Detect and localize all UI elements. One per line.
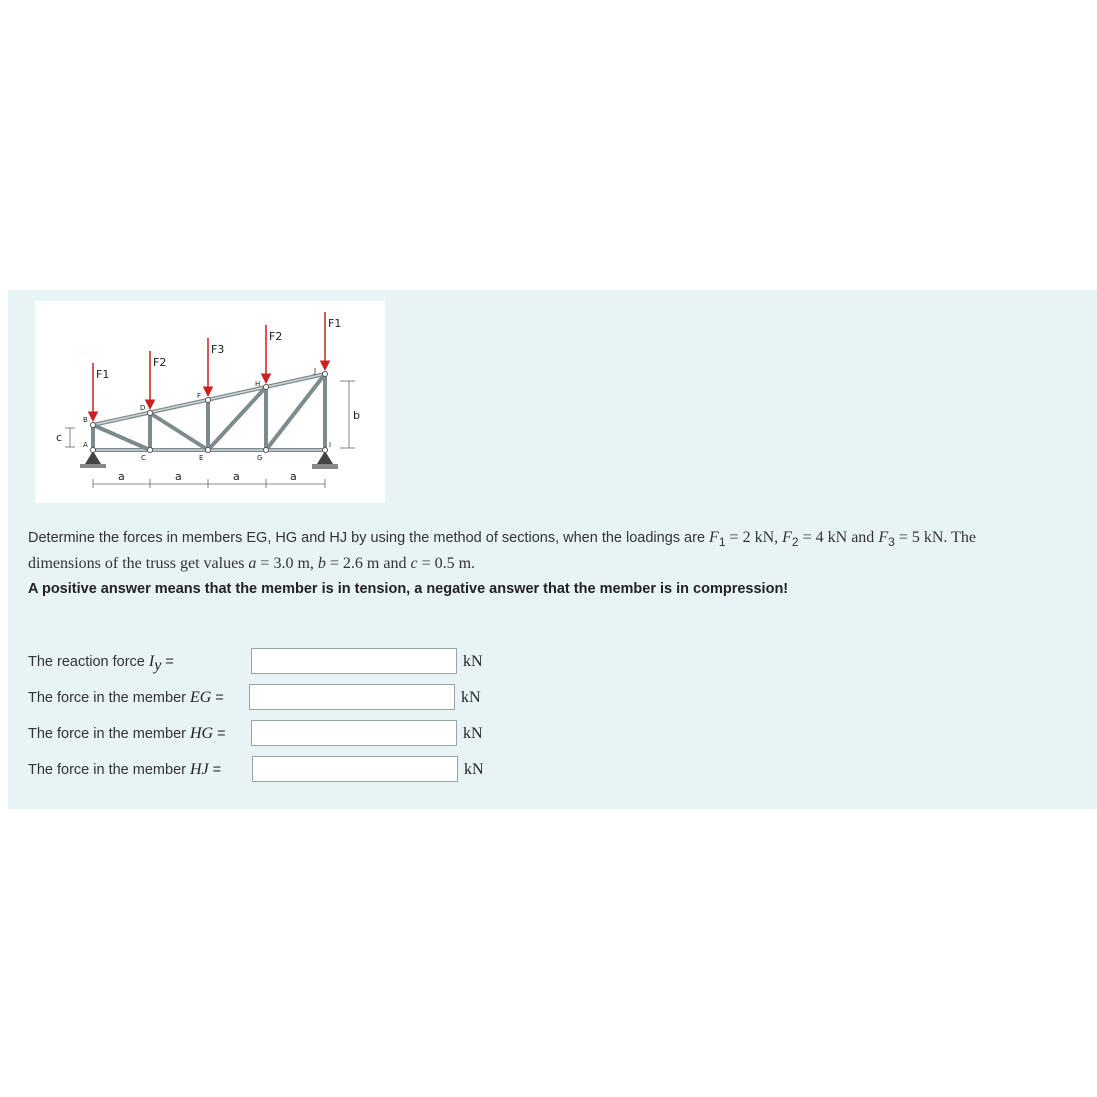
node-label-c: C bbox=[141, 454, 146, 462]
node-label-a: A bbox=[83, 441, 88, 449]
question-text: Determine the forces in members EG, HG and HJ by using the method of sections, when the loadings are $F_1 = 2$ kN, $F_2 = 4$ kN and $F_3 = 5$ kN. The dimensions of the truss get values a = 3.0 m, b = 2.6 m and c = 0.5 m. bbox=[28, 529, 976, 572]
answer-label: The force in the member HG = bbox=[28, 725, 226, 742]
reaction-iy-input[interactable] bbox=[251, 648, 457, 674]
dim-label-a3: a bbox=[233, 470, 240, 483]
node-label-f: F bbox=[197, 392, 202, 400]
load-label-4: F2 bbox=[269, 330, 283, 343]
answer-label: The reaction force $I_y$ = bbox=[28, 653, 174, 674]
unit-label: kN bbox=[464, 761, 484, 778]
load-label-3: F3 bbox=[211, 343, 225, 356]
unit-label: kN bbox=[463, 725, 483, 742]
node-label-g: G bbox=[257, 454, 263, 462]
truss-figure bbox=[35, 301, 385, 503]
dim-label-b: b bbox=[353, 409, 360, 422]
node-label-h: H bbox=[255, 380, 261, 388]
member-hg-input[interactable] bbox=[251, 720, 457, 746]
load-label-2: F2 bbox=[153, 356, 167, 369]
load-label-1: F1 bbox=[96, 368, 110, 381]
node-label-e: E bbox=[199, 454, 204, 462]
unit-label: kN bbox=[461, 689, 481, 706]
node-label-b: B bbox=[83, 416, 88, 424]
dim-label-a2: a bbox=[175, 470, 182, 483]
dim-label-a1: a bbox=[118, 470, 125, 483]
node-label-d: D bbox=[140, 404, 146, 412]
sign-convention-note: A positive answer means that the member is in tension, a negative answer that the member is in compression! bbox=[28, 581, 789, 597]
dim-label-c: c bbox=[56, 431, 63, 444]
member-eg-input[interactable] bbox=[249, 684, 455, 710]
answer-label: The force in the member HJ = bbox=[28, 761, 222, 778]
answer-label: The force in the member EG = bbox=[28, 689, 224, 706]
dim-label-a4: a bbox=[290, 470, 297, 483]
load-label-5: F1 bbox=[328, 317, 342, 330]
unit-label: kN bbox=[463, 653, 483, 670]
node-label-j: J bbox=[314, 367, 317, 375]
member-hj-input[interactable] bbox=[252, 756, 458, 782]
node-label-i: I bbox=[329, 441, 332, 449]
